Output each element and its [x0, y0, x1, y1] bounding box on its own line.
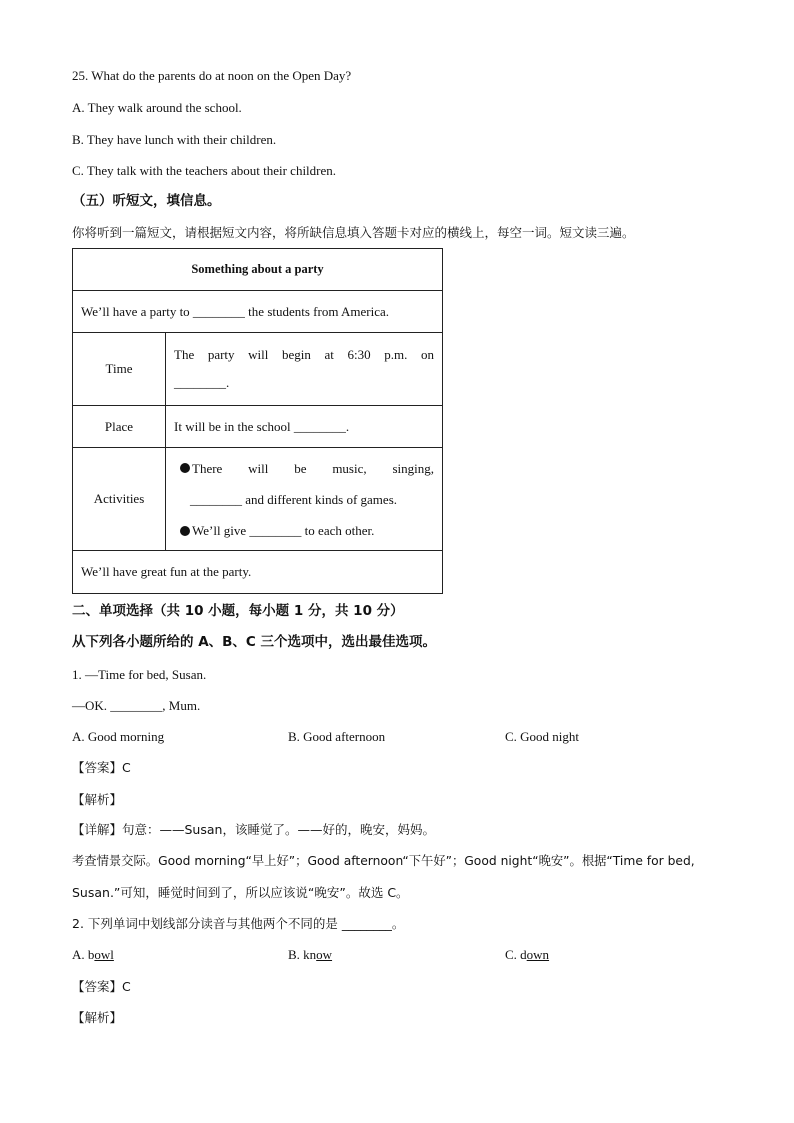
- q2-option-c: C. down: [505, 947, 550, 962]
- bullet-icon: [180, 463, 190, 473]
- q1-detail: 【详解】句意：——Susan，该睡觉了。——好的，晚安，妈妈。: [72, 822, 435, 837]
- q1-option-a: A. Good morning: [72, 729, 165, 744]
- section5-instruction: 你将听到一篇短文，请根据短文内容，将所缺信息填入答题卡对应的横线上，每空一词。短文读三遍。: [72, 225, 635, 240]
- time-label: Time: [73, 333, 166, 406]
- activity-line-1: There will be music, singing,: [180, 453, 434, 484]
- section5-heading: （五）听短文，填信息。: [72, 193, 221, 209]
- table-intro: We’ll have a party to ________ the students from America.: [73, 291, 443, 333]
- activity-line-2: ________ and different kinds of games.: [190, 491, 397, 507]
- part2-heading: 二、单项选择（共 10 小题，每小题 1 分，共 10 分）: [72, 603, 404, 619]
- q1-line2: —OK. ________, Mum.: [72, 698, 201, 713]
- place-text: It will be in the school ________.: [166, 406, 443, 448]
- q2-stem: 2. 下列单词中划线部分读音与其他两个不同的是 ________。: [72, 916, 405, 931]
- table-closing: We’ll have great fun at the party.: [73, 551, 443, 594]
- bullet-icon: [180, 526, 190, 536]
- place-label: Place: [73, 406, 166, 448]
- time-cell: [166, 333, 443, 406]
- time-text-2: ________.: [174, 375, 230, 390]
- part2-subheading: 从下列各小题所给的 A、B、C 三个选项中，选出最佳选项。: [72, 634, 437, 650]
- q25-option-a: A. They walk around the school.: [72, 100, 242, 115]
- table-title: Something about a party: [73, 249, 443, 291]
- info-table: [72, 248, 443, 594]
- activity-line-3: We’ll give ________ to each other.: [180, 515, 434, 546]
- q1-answer: 【答案】C: [72, 760, 131, 775]
- q2-option-a: A. bowl: [72, 947, 114, 962]
- q1-explain-2: Susan.”可知，睡觉时间到了，所以应该说“晚安”。故选 C。: [72, 885, 409, 900]
- q1-explain-1: 考查情景交际。Good morning“早上好”；Good afternoon“下午好”；Good night“晚安”。根据“Time for bed,: [72, 854, 695, 868]
- q2-analysis-label: 【解析】: [72, 1010, 123, 1025]
- q25-stem: 25. What do the parents do at noon on the Open Day?: [72, 68, 352, 83]
- q1-option-c: C. Good night: [505, 729, 580, 744]
- time-text-1: The party will begin at 6:30 p.m. on: [174, 347, 434, 362]
- q2-answer: 【答案】C: [72, 979, 131, 994]
- activities-cell: [166, 448, 443, 551]
- q25-option-c: C. They talk with the teachers about their children.: [72, 163, 337, 178]
- q1-option-b: B. Good afternoon: [288, 729, 386, 744]
- q1-line1: 1. —Time for bed, Susan.: [72, 667, 207, 682]
- activities-label: Activities: [73, 448, 166, 551]
- q2-option-b: B. know: [288, 947, 333, 962]
- q25-option-b: B. They have lunch with their children.: [72, 132, 277, 147]
- q1-analysis-label: 【解析】: [72, 792, 123, 807]
